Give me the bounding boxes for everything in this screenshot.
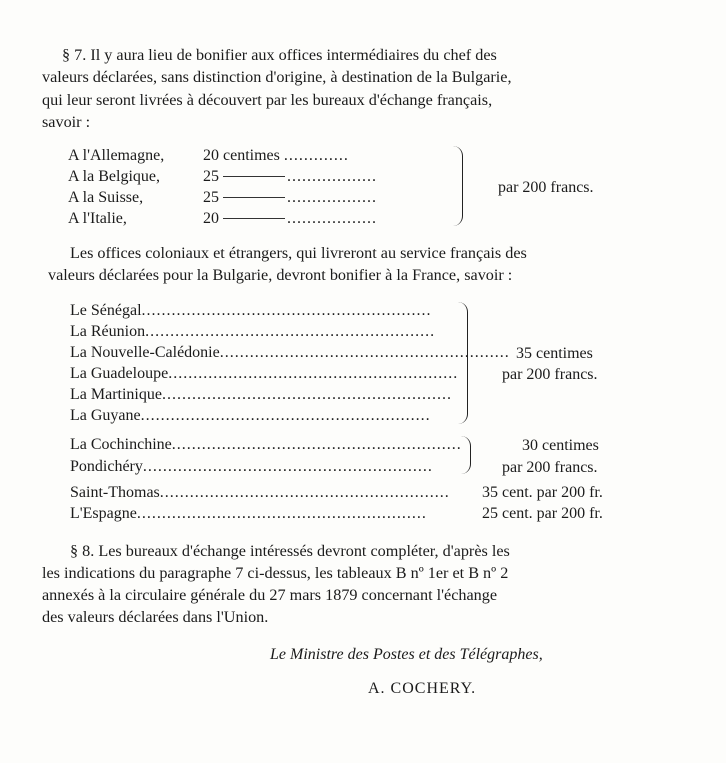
- list-item: L'Espagne..........................................................: [70, 505, 427, 522]
- signature-title: Le Ministre des Postes et des Télégraphes,: [270, 646, 543, 663]
- table-row: [68, 166, 160, 187]
- section-8-line: les indications du paragraphe 7 ci-dessus, les tableaux B nº 1er et B nº 2: [42, 564, 509, 582]
- section-7-line: § 7. Il y aura lieu de bonifier aux offices intermédiaires du chef des: [62, 46, 497, 64]
- list-item: La Cochinchine..........................................................: [70, 436, 462, 453]
- brace: [458, 436, 471, 474]
- country: A la Belgique,: [68, 168, 160, 185]
- country: A la Suisse,: [68, 189, 144, 206]
- amount: 25 ..................: [203, 189, 377, 206]
- table-row: [68, 145, 164, 166]
- section-8-line: § 8. Les bureaux d'échange intéressés devront compléter, d'après les: [70, 542, 510, 560]
- section-7-line: valeurs déclarées, sans distinction d'origine, à destination de la Bulgarie,: [42, 68, 512, 86]
- list-item: La Guyane..........................................................: [70, 407, 431, 424]
- brace: [450, 146, 463, 226]
- country: A l'Italie,: [68, 210, 127, 227]
- list-item: La Martinique..........................................................: [70, 386, 452, 403]
- group-2-per: par 200 francs.: [502, 459, 598, 476]
- amount: 25 ..................: [203, 168, 377, 185]
- section-8-line: annexés à la circulaire générale du 27 mars 1879 concernant l'échange: [42, 586, 498, 604]
- country: A l'Allemagne,: [68, 147, 165, 164]
- section-7-line: qui leur seront livrées à découvert par les bureaux d'échange français,: [42, 91, 493, 109]
- unit: centimes: [223, 147, 280, 164]
- group-1-rate: 35 centimes: [516, 345, 593, 362]
- section-7-line: savoir :: [42, 113, 91, 131]
- list-item: La Guadeloupe..........................................................: [70, 365, 459, 382]
- amount: 20 ..................: [203, 210, 377, 227]
- brace: [455, 302, 468, 424]
- section-8-line: des valeurs déclarées dans l'Union.: [42, 608, 269, 626]
- list-item: La Nouvelle-Calédonie..........................................................: [70, 344, 510, 361]
- table-1-note: par 200 francs.: [498, 179, 594, 196]
- paragraph-line: Les offices coloniaux et étrangers, qui livreront au service français des: [70, 244, 527, 262]
- list-item: Pondichéry..........................................................: [70, 458, 433, 475]
- table-row: [68, 208, 127, 229]
- signature-name: A. COCHERY.: [368, 680, 477, 697]
- paragraph-line: valeurs déclarées pour la Bulgarie, devront bonifier à la France, savoir :: [48, 266, 513, 284]
- list-item: Le Sénégal..........................................................: [70, 302, 432, 319]
- single-rate: 25 cent. par 200 fr.: [482, 505, 603, 522]
- group-1-per: par 200 francs.: [502, 366, 598, 383]
- single-rate: 35 cent. par 200 fr.: [482, 484, 603, 501]
- list-item: Saint-Thomas..........................................................: [70, 484, 450, 501]
- amount: 20 centimes .............: [203, 147, 349, 164]
- group-2-rate: 30 centimes: [522, 437, 599, 454]
- list-item: La Réunion..........................................................: [70, 323, 436, 340]
- table-row: [68, 187, 143, 208]
